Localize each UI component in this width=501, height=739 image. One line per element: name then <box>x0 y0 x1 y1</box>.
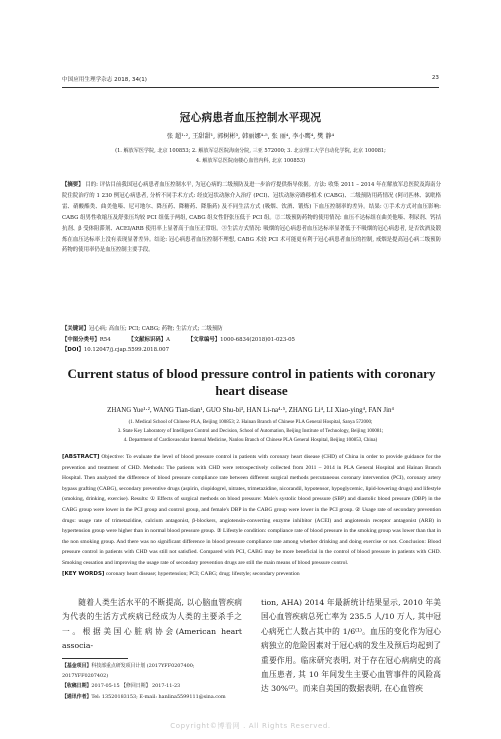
english-affiliation-line-2: 3. State Key Laboratory of Intelligent Control and Decision, School of Automation, Beijing Institute of Technology, Beijing 100081; <box>117 429 384 434</box>
chinese-abstract <box>62 180 441 256</box>
chinese-keywords: 【关键词】冠心病; 高血压; PCI; CABG; 药物; 生活方式; 二级预防 <box>62 326 223 332</box>
chinese-authors: 张 超¹·², 王甜甜¹, 郭树彬³, 韩丽娜⁴·⁵, 张 丽⁴, 李小鹰⁴, 樊 静⁴ <box>166 133 335 140</box>
english-title: Current status of blood pressure control in patients with coronary heart disease <box>67 366 436 398</box>
chinese-affiliation-line-2: 4. 解放军总医院南楼心血管内科, 北京 100853) <box>195 158 306 164</box>
footnote-corresponding-author: 【通讯作者】Tel: 13520183153; E-mail: hanlina5599111@sina.com <box>62 693 226 700</box>
english-affiliation-line-1: (1. Medical School of Chinese PLA, Beijing 100853; 2. Hainan Branch of Chinese PLA General Hospital, Sanya 572000; <box>128 420 373 425</box>
chinese-abstract-label: 【摘要】 <box>62 182 84 188</box>
running-header <box>62 75 439 86</box>
body-right-column <box>261 596 441 697</box>
page-number: 23 <box>431 75 439 81</box>
english-abstract-label: [ABSTRACT] <box>62 454 100 460</box>
doi-row: 【DOI】10.12047/j.cjap.5599.2018.007 <box>62 347 170 353</box>
classification-row: 【中图分类号】R54 【文献标识码】A 【文章编号】1000-6834(2018)01-023-05 <box>62 336 295 343</box>
copyright-watermark: Copyright©博看网 . All Rights Reserved. <box>170 722 331 730</box>
chinese-abstract-text: 目的: 评估目前我国冠心病患者血压控制水平, 为冠心病的二级预防及进一步治疗提供指导依据。方法: 收集 2011 – 2014 年在解放军总医院及海南分院住院治疗的 1 230 例冠心病患者, 分析不同手术方式: 经皮冠状动脉介入治疗 (PCI)、冠状动脉旁路移植术 (CABG)、二级预防用药情况 (阿司匹林、氯吡格雷、硝酸酯类、曲美他嗪、尼可地尔、降压药、降糖药、降脂药) 及不同生活方式 (吸烟、饮酒、锻炼) 下血压控制率的差异。结果: ①手术方式对血压影响: CABG 组男性收缩压及舒张压均较 PCI 组低于两组, CABG 组女性舒张压低于 PCI 组。②二级预防药物的使用情况: 血压不达标组在曲美他嗪、利尿剂、钙拮抗剂、β 受体阻滞剂、ACEI/ARB 使用率上显著高于血压正常组。③生活方式情况: 吸烟的冠心病患者血压达标率显著低于不吸烟的冠心病患者, 是否饮酒及锻炼在血压达标率上没有表现显著差异。结论: 冠心病患者血压控制不理想, CABG 术较 PCI 术可能更有利于冠心病患者血压的控制, 戒烟是提高冠心病二级预防药物的使用率仍是血压控制主要手段。 <box>62 182 441 254</box>
chinese-title: 冠心病患者血压控制水平现况 <box>179 112 322 124</box>
document-code: A <box>166 336 171 343</box>
article-number: 1000-6834(2018)01-023-05 <box>220 336 295 343</box>
body-left-text: 随着人类生活水平的不断提高, 以心脑血管疾病为代表的生活方式疾病已经成为人类的主要杀手之一。根据美国心脏病协会(American heart associa- <box>62 598 242 651</box>
header-rule <box>62 87 439 88</box>
english-abstract <box>62 452 441 579</box>
english-keywords: [KEY WORDS] coronary heart disease; hypertension; PCI; CABG; drug; lifestyle; secondary prevention <box>62 570 300 577</box>
english-affiliation-line-3: 4. Department of Cardiovascular Internal Medicine, Nanlou Branch of Chinese PLA General Hospital, Beijing 100853, China) <box>123 438 378 443</box>
footnotes <box>62 661 242 702</box>
english-authors: ZHANG Yue¹·², WANG Tian-tian¹, GUO Shu-bi³, HAN Li-na⁴·⁵, ZHANG Li⁴, LI Xiao-ying⁴, FAN Jin⁴ <box>107 407 394 414</box>
clc-number: R54 <box>99 336 111 343</box>
journal-name: 中国应用生理学杂志 2018, 34(1) <box>62 77 147 83</box>
doi: 10.12047/j.cjap.5599.2018.007 <box>83 347 170 353</box>
footnote-funding: 【基金项目】科技部重点研发项目计划 (2017YFF0207400; 2017YFF0207402) <box>62 663 195 680</box>
body-left-column <box>62 596 242 654</box>
footnote-dates: 【收稿日期】2017-05-15 【修回日期】 2017-11-23 <box>62 683 181 690</box>
english-abstract-text: Objective: To evaluate the level of blood pressure control in patients with coronary heart disease (CHD) of China in order to provide guidance for the prevention and treatment of CHD. Methods: The patients with CHD were retrospectively collected from 2011 – 2014 in PLA General Hospital and Hainan Branch Hospital. Then analyzed the difference of blood pressure compliance rate between different surgical methods percutaneous coronary intervention (PCI), coronary artery bypass grafting (CABG), secondary preventive drugs (aspirin, clopidogrel, nitrates, trimetazidine, nicorandil, hypotensor, hypoglycemic, lipid-lowering drugs) and lifestyle (smoking, drinking, exercise). Results: ① Effects of surgical methods on blood pressure: Male's systolic blood pressure (SBP) and diastolic blood pressure (DBP) in the CABG group were lower in the PCI group and control group, and female's DBP in the CABG group were lower in the PCI group. ② Usage rate of secondary prevention drugs: usage rate of trimetazidine, calcium antagonist, β-blockers, angiotensin-converting enzyme inhibitor (ACEI) and angiotensin receptor antagonist (ARB) in hypertension group were higher than in normal blood pressure group. ③ Lifestyle condition: compliance rate of blood pressure in the smoking group was lower than that in the non smoking group. And there was no significant difference in blood pressure compliance rate among whether drinking and doing exercise or not. Conclusion: Blood pressure control in patients with CHD was still not satisfied. Compared with PCI, CABG may be more beneficial in the control of blood pressure in patients with CHD. Smoking cessation and improving the usage rate of secondary prevention drugs are still the main means of blood pressure control. <box>62 454 442 566</box>
chinese-affiliation-line-1: (1. 解放军医学院, 北京 100853; 2. 解放军总医院海南分院, 三亚 572000; 3. 北京理工大学自动化学院, 北京 100081; <box>115 148 386 154</box>
footnote-rule <box>62 658 128 659</box>
body-right-text: tion, AHA) 2014 年最新统计结果显示, 2010 年美国心血管疾病总死亡率为 235.5 人/10 万人, 其中冠心病死亡人数占其中的 1/6⁽¹⁾。血压的变化作为冠心病独立的危险因素对于冠心病的发生及预后均起到了重要作用。临床研究表明, 对于存在冠心病病史的高血压患者, 其 10 年间发生主要心血管事件的风险高达 30%⁽²⁾。而来自美国的数据表明, 在心血管疾 <box>261 598 441 694</box>
article-metadata <box>62 324 441 356</box>
